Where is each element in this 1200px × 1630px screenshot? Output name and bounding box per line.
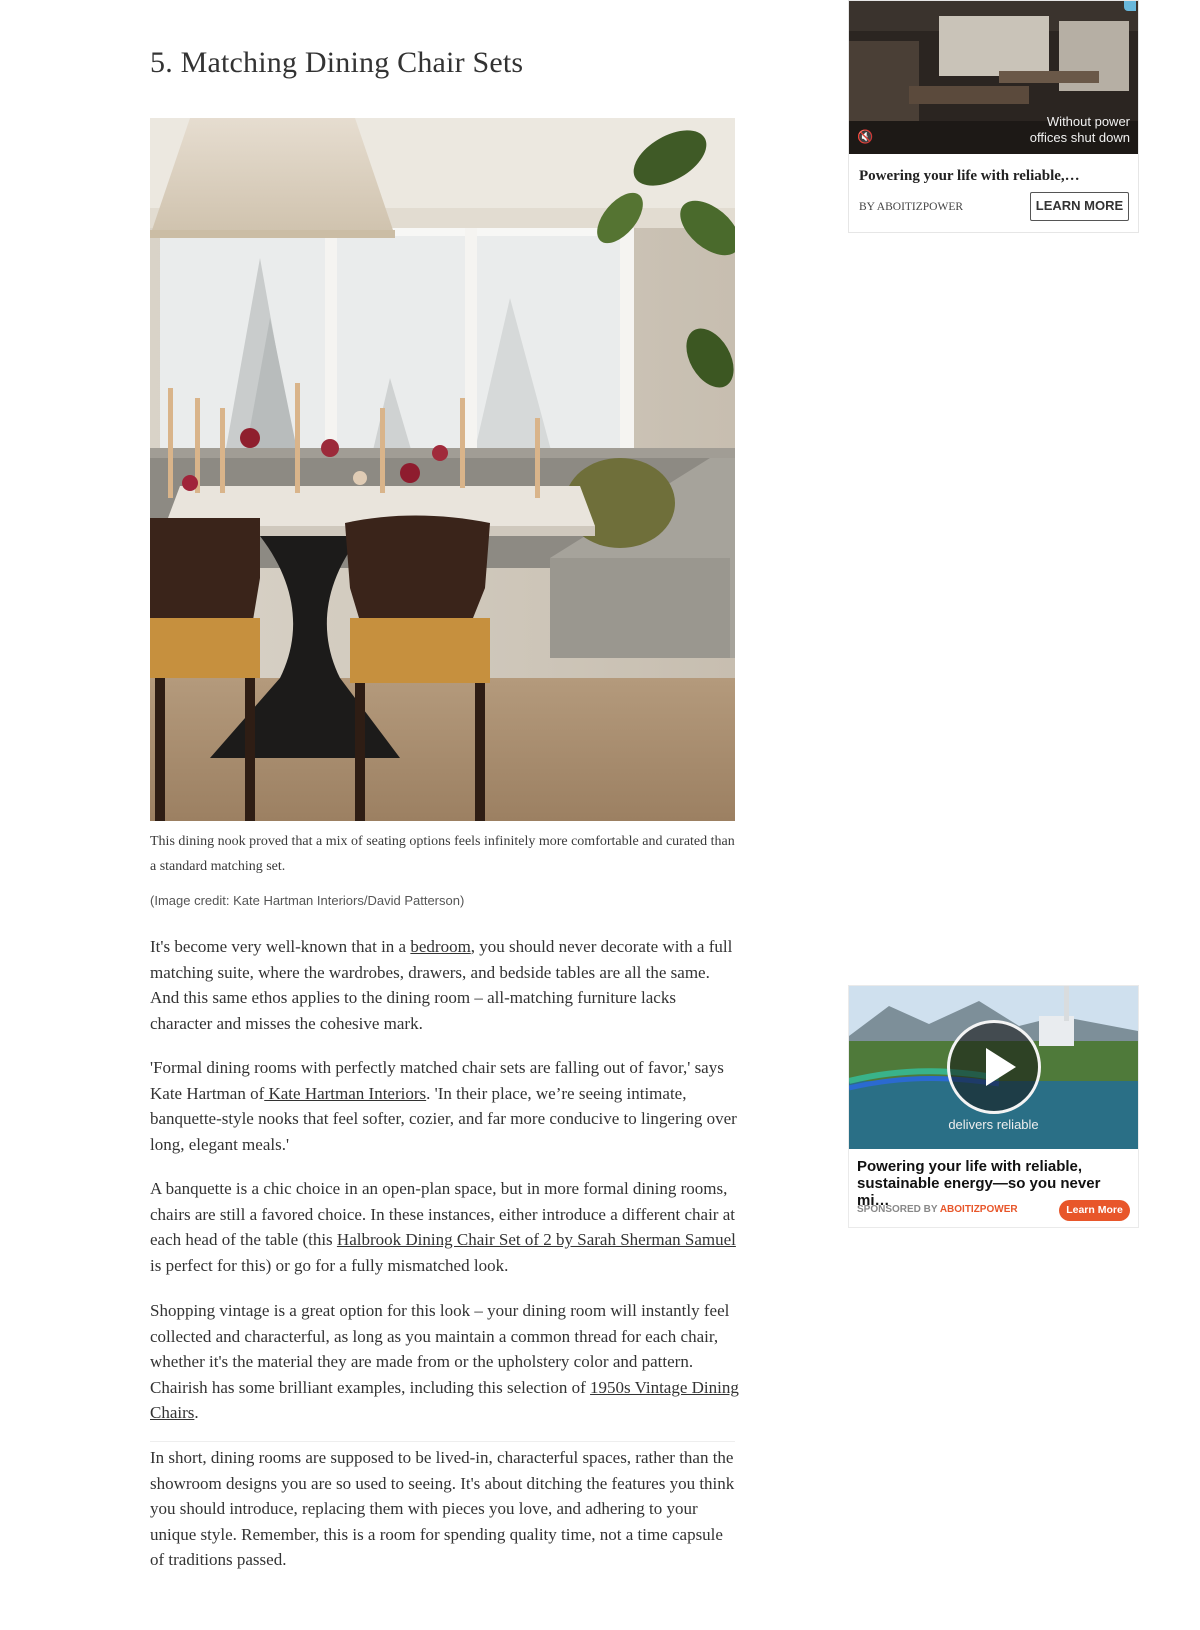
ad-choices-icon[interactable]	[1124, 1, 1136, 11]
ad-overlay-line-2: offices shut down	[1029, 130, 1130, 145]
paragraph-4-text-end: .	[194, 1403, 199, 1422]
image-caption: This dining nook proved that a mix of seating options feels infinitely more comfortable and curated than a standard matching set.	[150, 834, 735, 874]
ad-bottom-title[interactable]: Powering your life with reliable, sustainable energy—so you never mi…	[857, 1158, 1101, 1209]
dining-nook-photo	[150, 118, 735, 821]
ad-bottom-overlay-text: delivers reliable	[948, 1117, 1039, 1132]
link-kate-hartman-interiors[interactable]: Kate Hartman Interiors	[264, 1083, 427, 1103]
paragraph-4	[150, 1298, 740, 1426]
paragraph-1-text-start: It's become very well-known that in a	[150, 937, 411, 956]
paragraph-3-text-end: is perfect for this) or go for a fully mismatched look.	[150, 1255, 509, 1275]
ad-video-coastline[interactable]	[849, 986, 1138, 1149]
paragraph-5: In short, dining rooms are supposed to be lived-in, characterful spaces, rather than the showroom designs you are so used to seeing. It's about ditching the features you think you should introduce, replacing them with pieces you love, and adhering to your unique style. Remember, this is a room for spending quality time, not a time capsule of traditions passed.	[150, 1448, 735, 1569]
ad-overlay-line-1: Without power	[1046, 114, 1130, 129]
paragraph-2-text-end: . 'In their place, we’re seeing intimate, banquette-style nooks that feel softer, cozier, and far more conducive to lingering over long, elegant meals.'	[150, 1083, 737, 1154]
play-icon	[986, 1048, 1016, 1086]
ad-top-sponsor: BY ABOITIZPOWER	[859, 201, 964, 213]
section-heading: 5. Matching Dining Chair Sets	[150, 46, 524, 79]
link-bedroom[interactable]: bedroom	[410, 937, 471, 956]
ad-bottom-sponsor-prefix: SPONSORED BY	[857, 1204, 940, 1215]
paragraph-3-text-start: A banquette is a chic choice in an open-plan space, but in more formal dining rooms, chairs are still a favored choice. In these instances, either introduce a different chair at each head of the table (this	[150, 1179, 735, 1249]
link-halbrook-dining-chair[interactable]: Halbrook Dining Chair Set of 2 by Sarah Sherman Samuel	[336, 1230, 736, 1249]
paragraph-2	[150, 1055, 740, 1157]
learn-more-pill-button[interactable]: Learn More	[1059, 1200, 1130, 1221]
ad-video-office[interactable]	[849, 1, 1138, 154]
ad-top-title[interactable]: Powering your life with reliable,…	[859, 168, 1080, 184]
paragraph-2-text-start: 'Formal dining rooms with perfectly matched chair sets are falling out of favor,' says Kate Hartman of	[150, 1058, 724, 1103]
paragraph-1-text-end: , you should never decorate with a full matching suite, where the wardrobes, drawers, and bedside tables are all the same. And this same ethos applies to the dining room – all-matching furniture lacks character and misses the cohesive mark.	[150, 937, 733, 1033]
paragraph-1	[150, 934, 740, 1036]
image-credit: (Image credit: Kate Hartman Interiors/David Patterson)	[150, 893, 465, 908]
ad-bottom-sponsor	[857, 1204, 1018, 1215]
ad-video-overlay-text	[1030, 114, 1130, 146]
paragraph-3	[150, 1176, 740, 1278]
link-vintage-dining-chairs[interactable]: 1950s Vintage Dining Chairs	[150, 1377, 739, 1422]
paragraph-4-text-start: Shopping vintage is a great option for this look – your dining room will instantly feel collected and characterful, as long as you maintain a common thread for each chair, whether it's the material they are made from or the upholstery color and pattern. Chairish has some brilliant examples, including this selection of	[150, 1301, 730, 1397]
sidebar-ad-top[interactable]	[848, 0, 1139, 233]
sidebar-ad-bottom[interactable]	[848, 985, 1139, 1228]
play-button[interactable]	[947, 1020, 1041, 1114]
learn-more-button[interactable]: LEARN MORE	[1030, 192, 1129, 221]
paragraph-divider	[150, 1441, 735, 1442]
mute-icon[interactable]: 🔇	[857, 129, 874, 144]
ad-bottom-brand[interactable]: ABOITIZPOWER	[939, 1204, 1018, 1215]
